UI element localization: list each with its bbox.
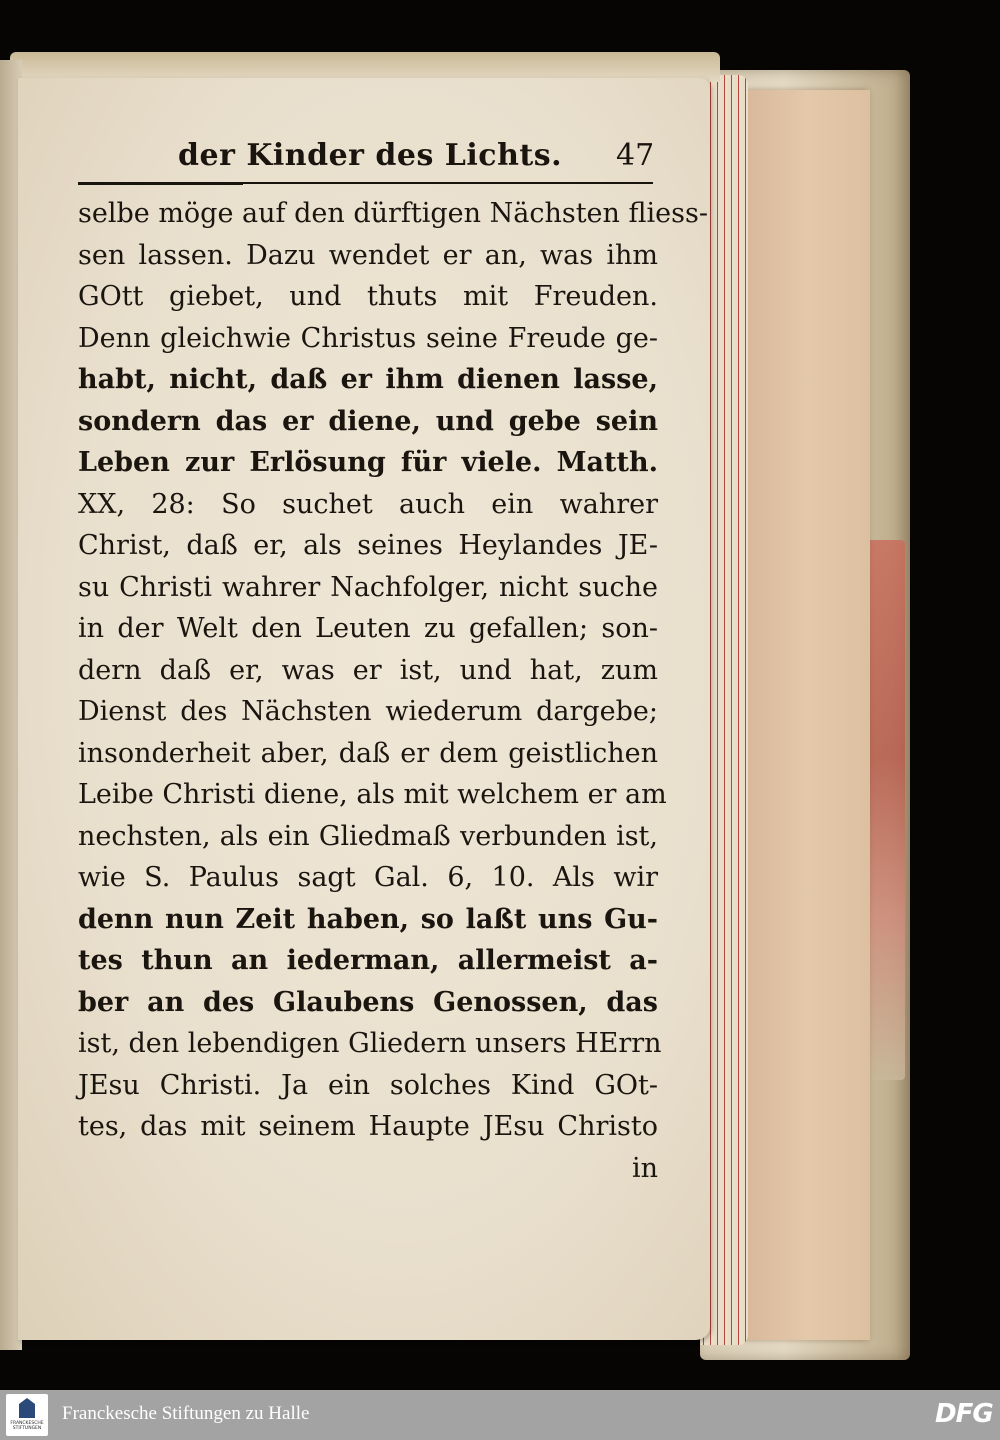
building-icon xyxy=(19,1398,35,1418)
logo-text: FRANCKESCHE STIFTUNGEN xyxy=(10,1421,44,1431)
text-line: tes, das mit seinem Haupte JEsu Christo xyxy=(78,1111,658,1142)
text-line: in der Welt den Leuten zu gefallen; son- xyxy=(78,613,658,644)
text-line: habt, nicht, daß er ihm dienen lasse, xyxy=(78,364,658,395)
text-line: wie S. Paulus sagt Gal. 6, 10. Als wir xyxy=(78,862,658,893)
header-rule-right xyxy=(223,182,653,184)
text-line: selbe möge auf den dürftigen Nächsten fliess- xyxy=(78,198,708,229)
franckesche-logo-icon[interactable] xyxy=(6,1394,48,1436)
text-line: Leben zur Erlösung für viele. Matth. xyxy=(78,447,658,478)
running-head: der Kinder des Lichts. xyxy=(178,138,563,173)
page-body-text xyxy=(78,193,708,1189)
text-line: Christ, daß er, als seines Heylandes JE- xyxy=(78,530,658,561)
text-line: XX, 28: So suchet auch ein wahrer xyxy=(78,488,658,520)
footer-bar xyxy=(0,1390,1000,1440)
text-line: ist, den lebendigen Gliedern unsers HErrn xyxy=(78,1028,662,1059)
book-page xyxy=(18,78,710,1340)
endpaper xyxy=(745,90,870,1340)
text-line: GOtt giebet, und thuts mit Freuden. xyxy=(78,281,658,312)
text-line: sondern das er diene, und gebe sein xyxy=(78,405,658,437)
dfg-logo[interactable]: DFG xyxy=(935,1399,993,1429)
institution-title: Franckesche Stiftungen zu Halle xyxy=(62,1403,310,1424)
text-line: ber an des Glaubens Genossen, das xyxy=(78,986,658,1018)
text-line: Leibe Christi diene, als mit welchem er am xyxy=(78,779,667,810)
text-line: su Christi wahrer Nachfolger, nicht suche xyxy=(78,571,658,603)
text-line: nechsten, als ein Gliedmaß verbunden ist, xyxy=(78,820,658,852)
text-line: Dienst des Nächsten wiederum dargebe; xyxy=(78,696,658,727)
header-rule-left xyxy=(78,182,243,185)
text-line: Denn gleichwie Christus seine Freude ge- xyxy=(78,322,658,354)
text-line: denn nun Zeit haben, so laßt uns Gu- xyxy=(78,903,658,935)
page-header xyxy=(18,138,710,188)
text-line: tes thun an iederman, allermeist a- xyxy=(78,945,658,976)
text-line: dern daß er, was er ist, und hat, zum xyxy=(78,654,658,686)
text-line: insonderheit aber, daß er dem geistlichen xyxy=(78,737,658,769)
catchword: in xyxy=(631,1152,658,1184)
page-number: 47 xyxy=(616,138,655,173)
text-line: JEsu Christi. Ja ein solches Kind GOt- xyxy=(78,1069,658,1101)
text-line: sen lassen. Dazu wendet er an, was ihm xyxy=(78,239,658,271)
